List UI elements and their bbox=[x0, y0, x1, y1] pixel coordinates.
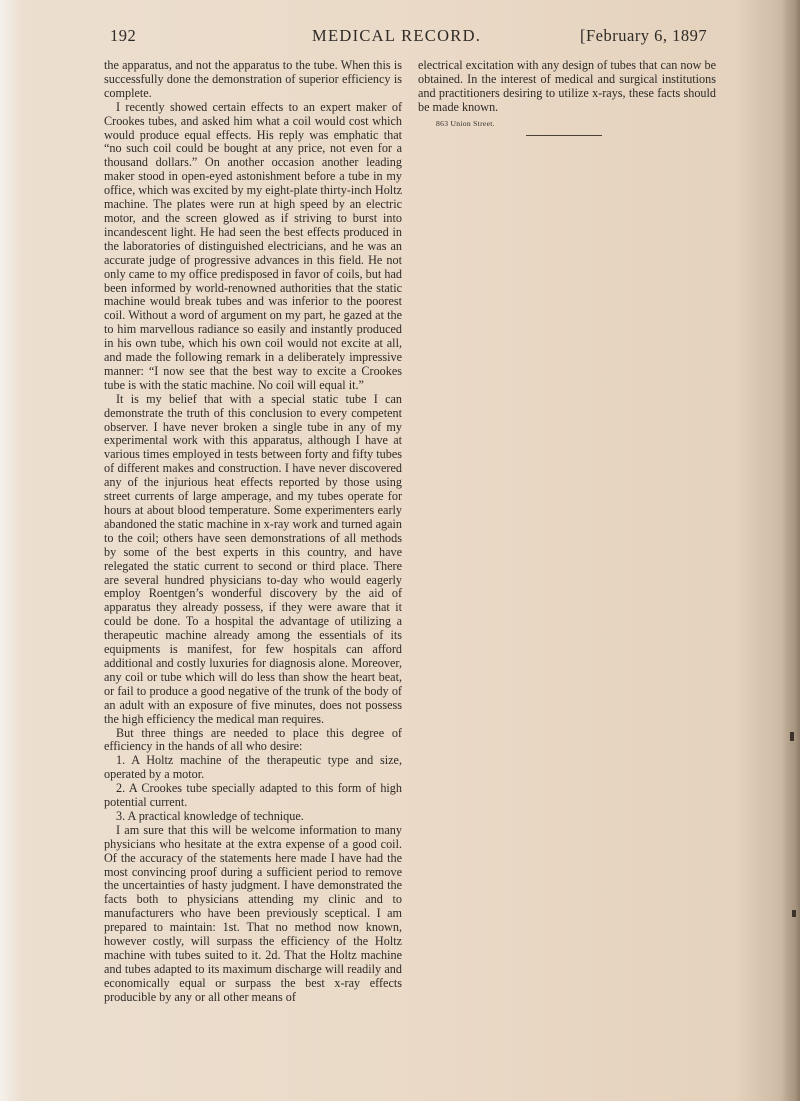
left-column bbox=[104, 59, 402, 1005]
page-right-edge bbox=[782, 0, 800, 1101]
page-left-edge bbox=[0, 0, 22, 1101]
list-item: 2. A Crookes tube specially adapted to this form of high potential current. bbox=[104, 781, 402, 810]
edge-mark bbox=[790, 732, 794, 741]
issue-date: [February 6, 1897 bbox=[580, 26, 708, 45]
running-header bbox=[110, 26, 710, 50]
page-number: 192 bbox=[110, 26, 137, 45]
paragraph: I am sure that this will be welcome information to many physicians who hesitate at the extra expense of a good coil. Of the accuracy of the statements here made I have had the most convincing proof during a sufficient period to remove the uncertainties of hasty judgment. I have demonstrated the facts both to physicians attending my clinic and to manufacturers who have been previously sceptical. I am prepared to maintain: 1st. That no method now known, however costly, will surpass the efficiency of the Holtz machine with tubes suited to it. 2d. That the Holtz machine and tubes adapted to its maximum discharge will readily and economically equal or surpass the best x-ray effects producible by any or all other means of bbox=[104, 822, 402, 1004]
section-divider bbox=[526, 135, 602, 136]
right-column bbox=[418, 59, 716, 136]
author-address: 863 Union Street. bbox=[436, 118, 495, 128]
list-item: 3. A practical knowledge of technique. bbox=[116, 808, 304, 823]
journal-title: MEDICAL RECORD. bbox=[312, 26, 482, 45]
edge-mark bbox=[792, 910, 796, 917]
paragraph: I recently showed certain effects to an expert maker of Crookes tubes, and asked him what a coil would cost which would produce equal effects. His reply was emphatic that “no such coil could be bought at any price, not even for a thousand dollars.” On another occasion another leading maker stood in open-eyed astonishment before a tube in my office, which was excited by my eight-plate thirty-inch Holtz machine. The plates were run at high speed by an electric motor, and the screen glowed as if striving to burst into incandescent light. He had seen the best effects produced in the laboratories of distinguished electricians, and he was an accurate judge of progressive advances in this field. He not only came to my office predisposed in favor of coils, but had been informed by world-renowned authorities that the static machine would break tubes and was inferior to the poorest coil. Without a word of argument on my part, he gazed at the to him marvellous radiance so easily and instantly produced in his own tube, which his own coil would not excite at all, and made the following remark in a deliberately impressive manner: “I now see that the best way to excite a Crookes tube is with the static machine. No coil will equal it.” bbox=[104, 99, 402, 392]
paragraph: the apparatus, and not the apparatus to the tube. When this is successfully done the demonstration of superior efficiency is complete. bbox=[104, 58, 402, 100]
paragraph: It is my belief that with a special static tube I can demonstrate the truth of this conclusion to every competent observer. I have never broken a single tube in any of my experimental work with this apparatus, although I have at various times employed in tests between forty and fifty tubes of different makes and construction. I have never discovered any of the injurious heat effects reported by those using street currents of large amperage, and my tubes operate for hours at about blood temperature. Some experimenters early abandoned the static machine in x-ray work and turned again to the coil; others have seen demonstrations of all methods by some of the best experts in this country, and have relegated the static current to second or third place. There are several hundred physicians to-day who would eagerly employ Roentgen’s wonderful discovery by the aid of apparatus they already possess, if they were aware that it could be done. To a hospital the advantage of utilizing a therapeutic machine already among the essentials of its equipments is manifest, for few hospitals can afford additional and costly luxuries for diagnosis alone. Moreover, any coil or tube which will do less than show the heart beat, or fail to produce a good negative of the trunk of the body of an adult with an exposure of five minutes, does not possess the high efficiency the medical man requires. bbox=[104, 391, 402, 726]
paragraph: electrical excitation with any design of tubes that can now be obtained. In the interest of medical and surgical institutions and practitioners desiring to utilize x-rays, these facts should be made known. bbox=[418, 58, 716, 114]
list-item: 1. A Holtz machine of the therapeutic type and size, operated by a motor. bbox=[104, 753, 402, 782]
paragraph: But three things are needed to place this degree of efficiency in the hands of all who desire: bbox=[104, 725, 402, 754]
